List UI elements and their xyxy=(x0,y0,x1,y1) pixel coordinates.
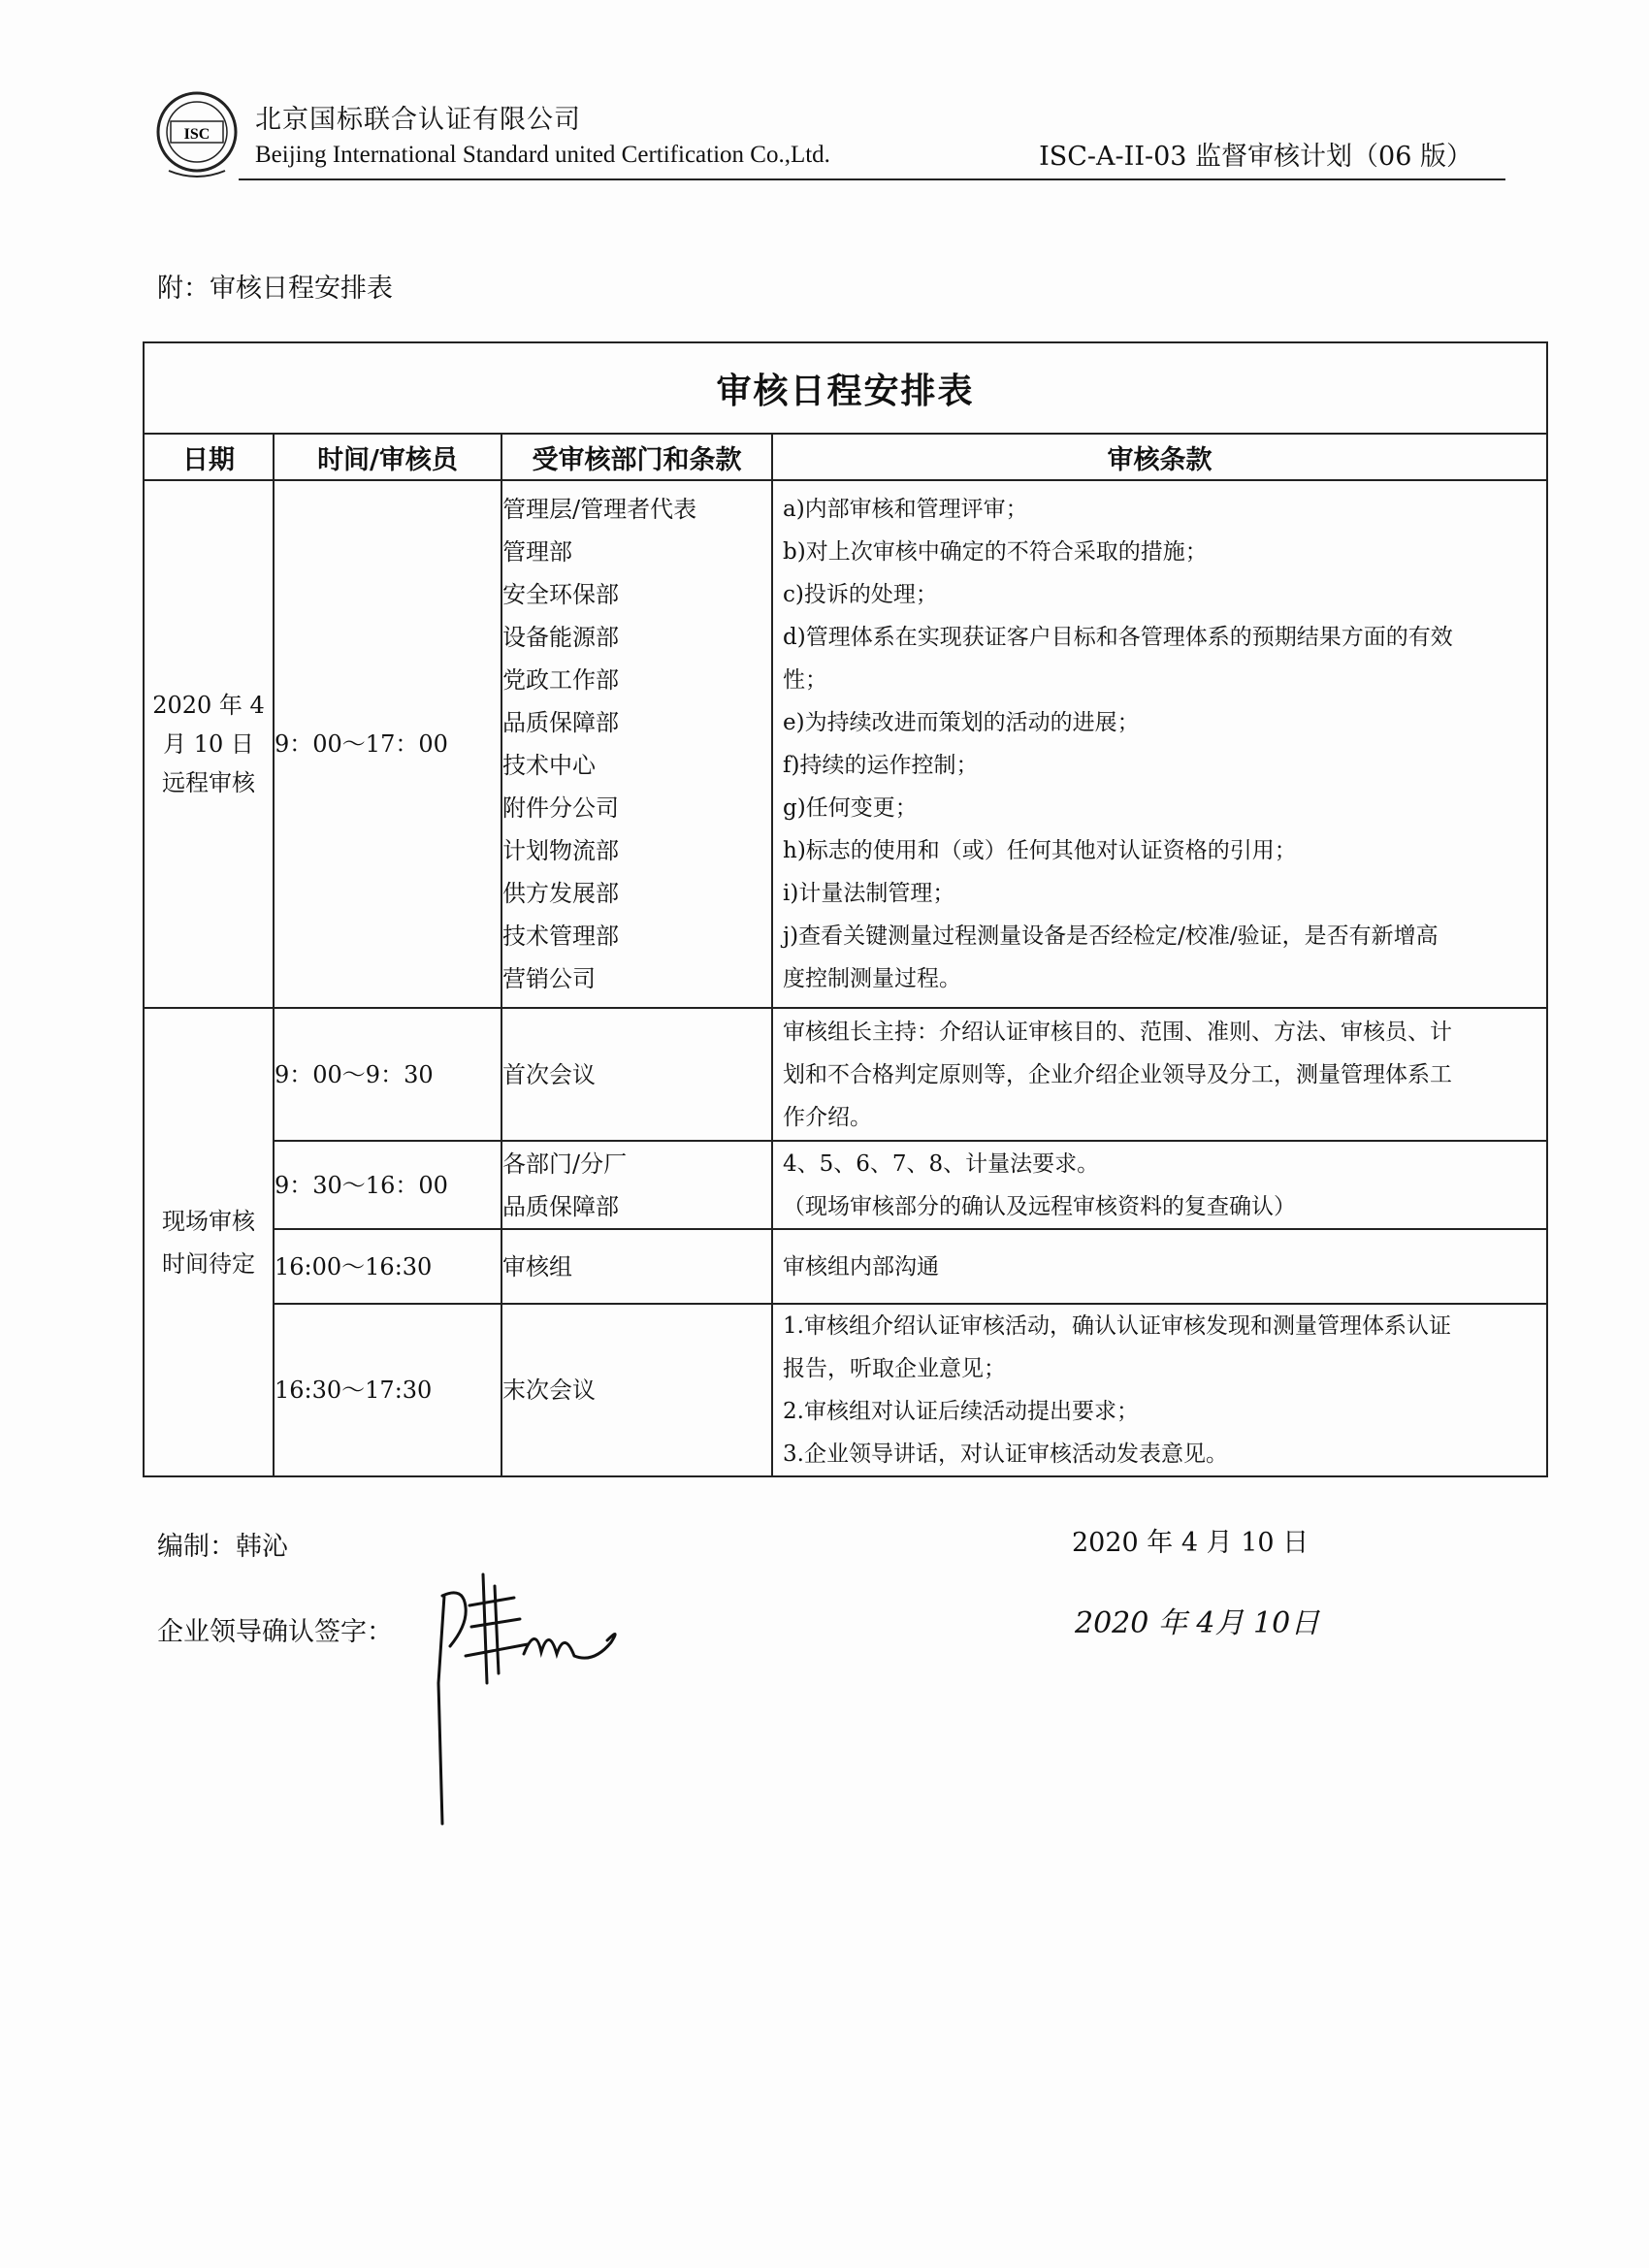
prepared-by: 编制：韩沁 xyxy=(157,1532,288,1562)
onsite-time-cell: 16:00～16:30 xyxy=(274,1229,501,1304)
remote-departments-cell: 管理层/管理者代表 管理部 安全环保部 设备能源部 党政工作部 品质保障部 技术中心 附件分公司 计划物流部 供方发展部 技术管理部 营销公司 xyxy=(501,480,772,1008)
onsite-content-cell: 审核组内部沟通 xyxy=(772,1229,1547,1304)
onsite-dept-cell: 首次会议 xyxy=(501,1008,772,1141)
table-row-onsite-internal xyxy=(144,1229,1547,1304)
table-row-onsite-opening xyxy=(144,1008,1547,1141)
handwritten-signature-icon xyxy=(427,1567,650,1838)
column-header-date: 日期 xyxy=(144,434,274,480)
attachment-label: 附：审核日程安排表 xyxy=(157,274,393,304)
table-header-row xyxy=(144,434,1547,480)
column-header-clauses: 审核条款 xyxy=(772,434,1547,480)
onsite-dept-cell: 末次会议 xyxy=(501,1304,772,1476)
svg-text:ISC: ISC xyxy=(183,126,210,143)
onsite-time-cell: 16:30～17:30 xyxy=(274,1304,501,1476)
onsite-dept-cell: 各部门/分厂 品质保障部 xyxy=(501,1141,772,1229)
onsite-content-cell: 审核组长主持：介绍认证审核目的、范围、准则、方法、审核员、计 划和不合格判定原则等，企业介绍企业领导及分工，测量管理体系工 作介绍。 xyxy=(772,1008,1547,1141)
onsite-content-cell: 4、5、6、7、8、计量法要求。 （现场审核部分的确认及远程审核资料的复查确认） xyxy=(772,1141,1547,1229)
remote-clauses-cell: a)内部审核和管理评审； b)对上次审核中确定的不符合采取的措施； c)投诉的处理； d)管理体系在实现获证客户目标和各管理体系的预期结果方面的有效 性； e)为持续改进而策划的活动的进展； f)持续的运作控制； g)任何变更； h)标志的使用和（或）任何其他对认证资格的引用； i)计量法制管理； j)查看关键测量过程测量设备是否经检定/校准/验证，是否有新增高 度控制测量过程。 xyxy=(772,480,1547,1008)
table-row-remote xyxy=(144,480,1547,1008)
column-header-department: 受审核部门和条款 xyxy=(501,434,772,480)
signature-label: 企业领导确认签字： xyxy=(157,1617,393,1647)
onsite-time-cell: 9：30～16：00 xyxy=(274,1141,501,1229)
onsite-date-cell: 现场审核 时间待定 xyxy=(144,1008,274,1476)
document-code: ISC-A-II-03 监督审核计划（06 版） xyxy=(1039,142,1472,172)
company-name-cn: 北京国标联合认证有限公司 xyxy=(255,105,581,135)
remote-date-cell: 2020 年 4 月 10 日 远程审核 xyxy=(144,480,274,1008)
table-row-onsite-departments xyxy=(144,1141,1547,1229)
onsite-time-cell: 9：00～9：30 xyxy=(274,1008,501,1141)
header-divider xyxy=(239,178,1505,180)
company-name-en: Beijing International Standard united Certification Co.,Ltd. xyxy=(255,142,830,168)
prepared-date: 2020 年 4 月 10 日 xyxy=(1072,1528,1310,1558)
table-row-onsite-closing xyxy=(144,1304,1547,1476)
onsite-content-cell: 1.审核组介绍认证审核活动，确认认证审核发现和测量管理体系认证 报告，听取企业意见； 2.审核组对认证后续活动提出要求； 3.企业领导讲话，对认证审核活动发表意见。 xyxy=(772,1304,1547,1476)
signed-date: 2020 年 4月 10日 xyxy=(1075,1606,1320,1640)
audit-schedule-table xyxy=(143,341,1548,1477)
remote-time-cell: 9：00～17：00 xyxy=(274,480,501,1008)
isc-logo-icon xyxy=(155,89,239,182)
table-title: 审核日程安排表 xyxy=(144,342,1547,434)
onsite-dept-cell: 审核组 xyxy=(501,1229,772,1304)
column-header-time: 时间/审核员 xyxy=(274,434,501,480)
